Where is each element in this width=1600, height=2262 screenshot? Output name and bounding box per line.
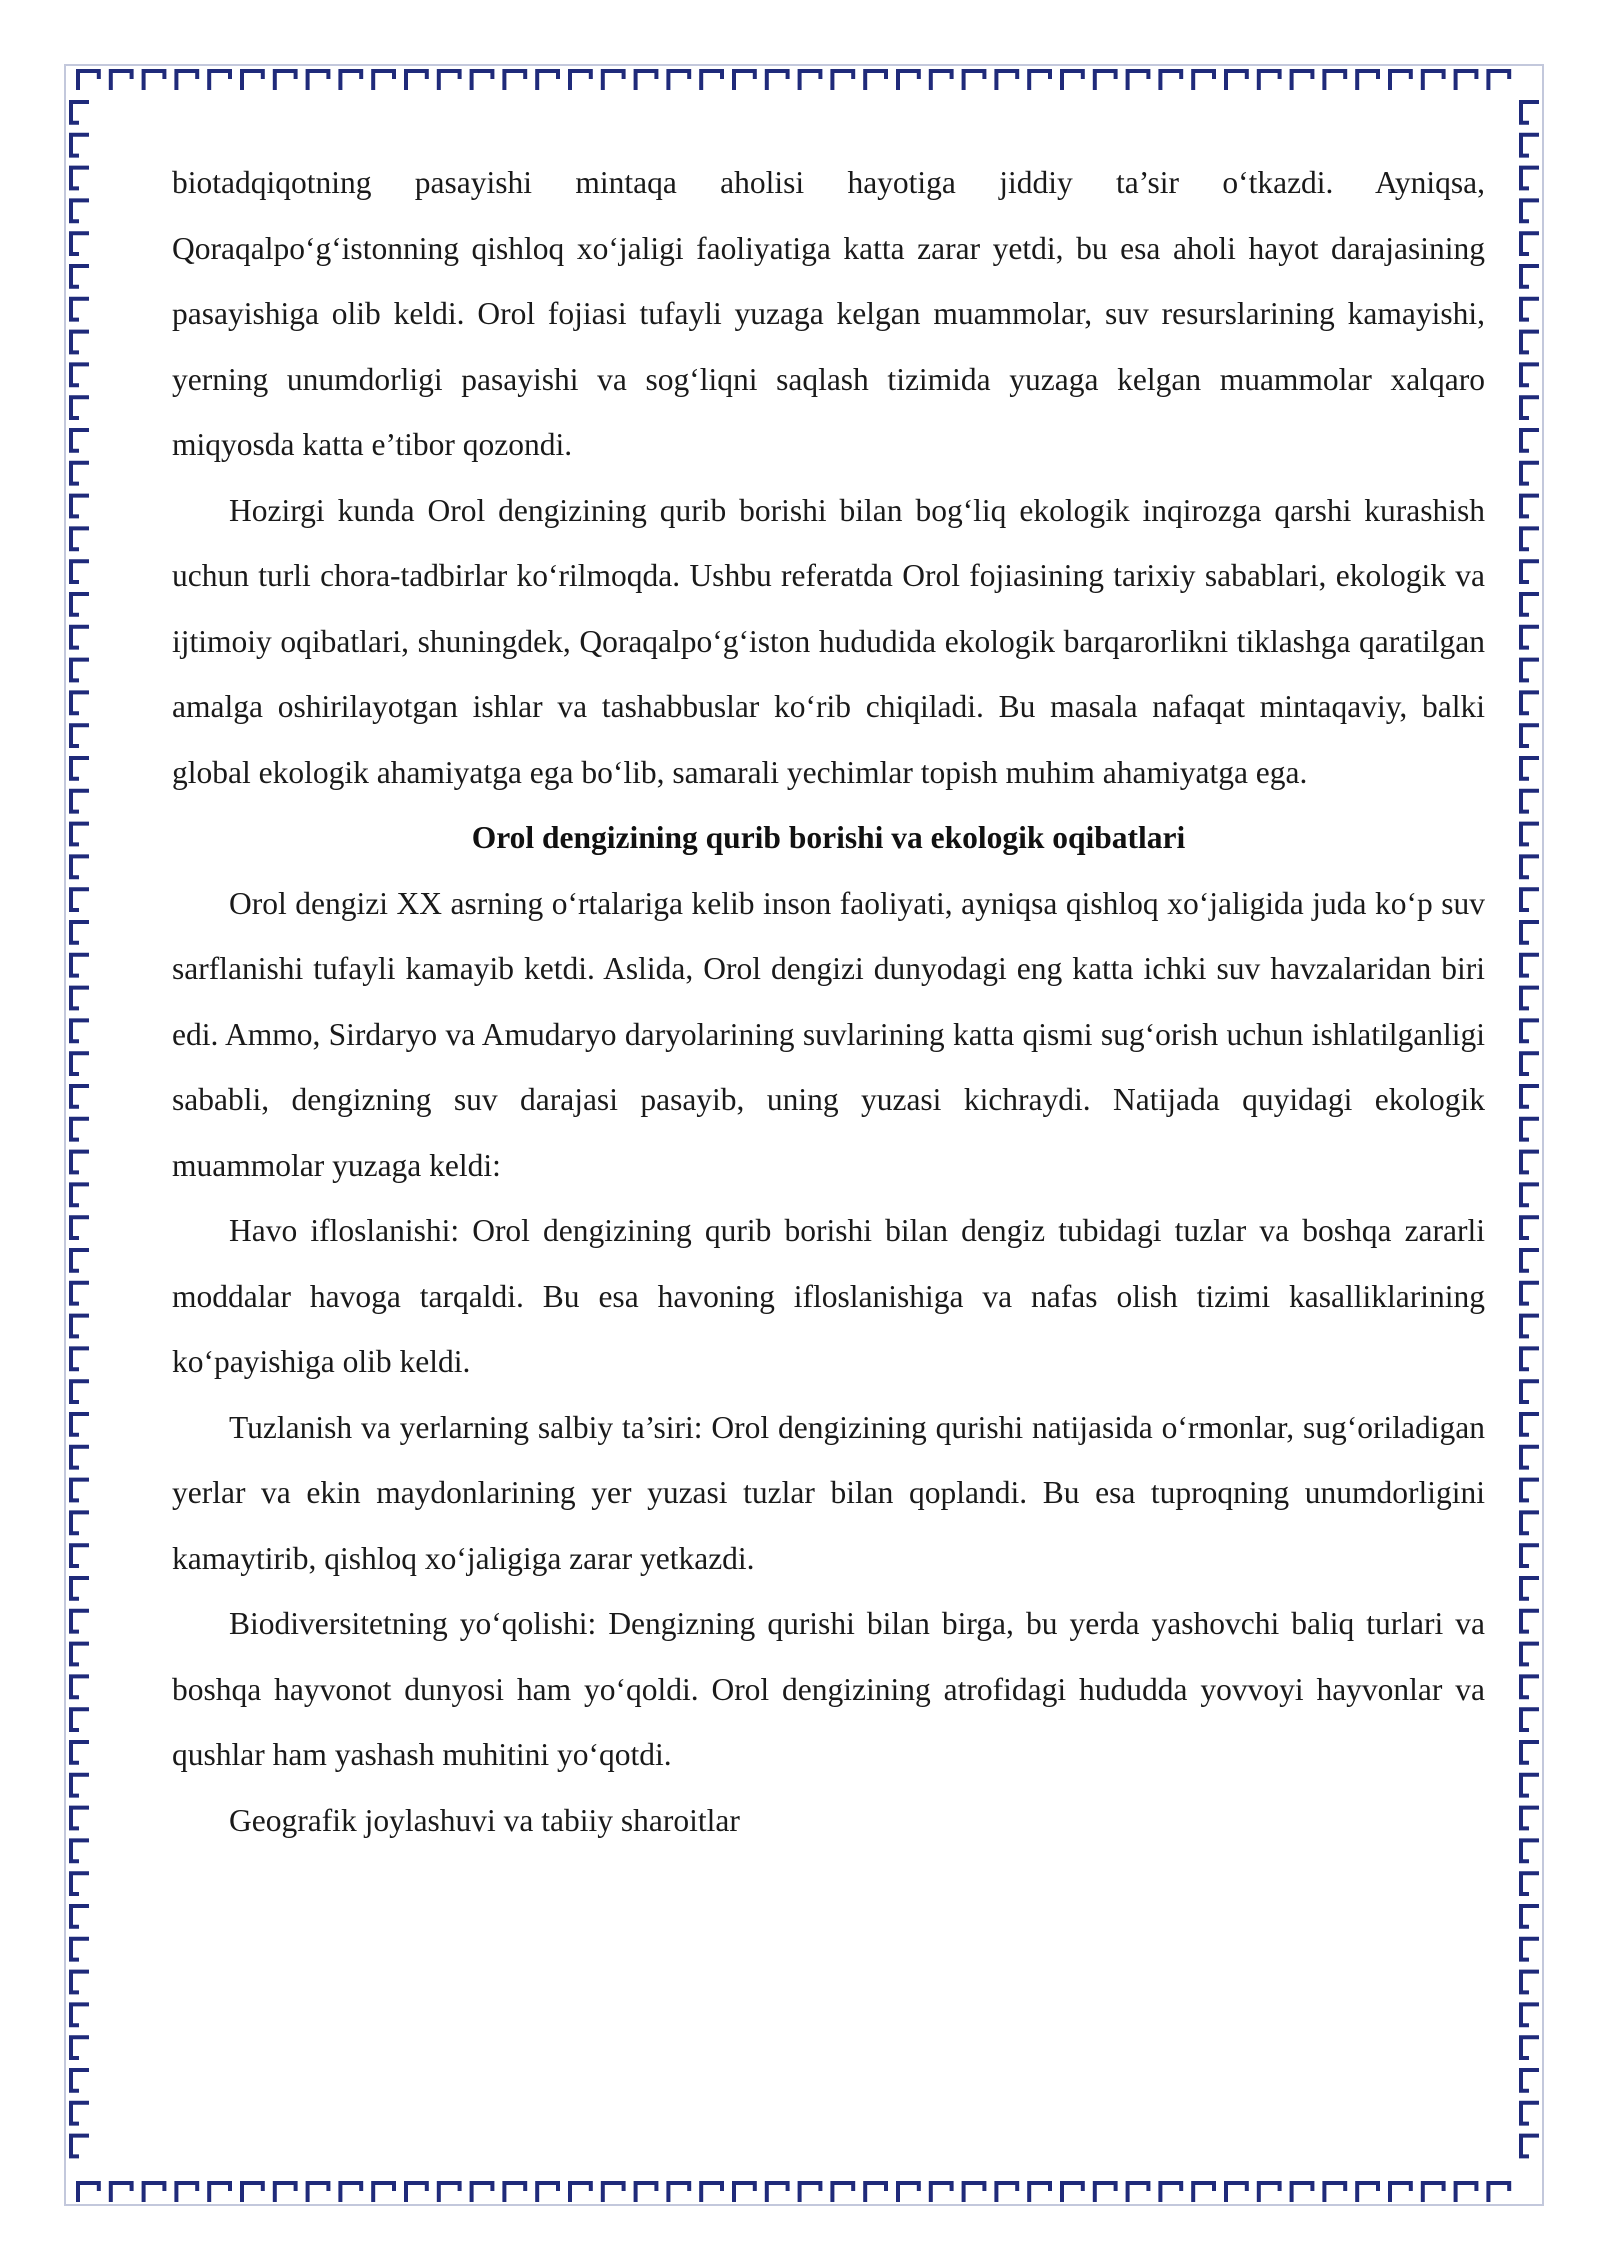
section-heading: Orol dengizining qurib borishi va ekologik oqibatlari [471, 820, 1186, 855]
paragraph: Havo ifloslanishi: Orol dengizining qurib borishi bilan dengiz tubidagi tuzlar va boshqa zararli moddalar havoga tarqaldi. Bu esa havoning ifloslanishiga va nafas olish tizimi kasalliklarining ko‘payishiga olib keldi. [172, 1213, 1485, 1379]
decorative-border-left [68, 92, 90, 2178]
paragraph: Tuzlanish va yerlarning salbiy ta’siri: Orol dengizining qurishi natijasida o‘rmonlar, sug‘oriladigan yerlar va ekin maydonlarining yer yuzasi tuzlar bilan qoplandi. Bu esa tuproqning unumdorligini kamaytirib, qishloq xo‘jaligiga zarar yetkazdi. [172, 1409, 1485, 1576]
decorative-border-top [66, 68, 1542, 90]
paragraph: Hozirgi kunda Orol dengizining qurib borishi bilan bog‘liq ekologik inqirozga qarshi kurashish uchun turli chora-tadbirlar ko‘rilmoqda. Ushbu referatda Orol fojiasining tarixiy sabablari, ekologik va ijtimoiy oqibatlari, shuningdek, Qoraqalpo‘g‘iston hududida ekologik barqarorlikni tiklashga qaratilgan amalga oshirilayotgan ishlar va tashabbuslar ko‘rib chiqiladi. Bu masala nafaqat mintaqaviy, balki global ekologik ahamiyatga ega bo‘lib, samarali yechimlar topish muhim ahamiyatga ega. [172, 492, 1485, 790]
decorative-border-right [1518, 92, 1540, 2178]
document-body [172, 150, 1485, 1853]
decorative-border-bottom [66, 2180, 1542, 2202]
paragraph: Geografik joylashuvi va tabiiy sharoitlar [229, 1802, 740, 1838]
paragraph: biotadqiqotning pasayishi mintaqa aholisi hayotiga jiddiy ta’sir o‘tkazdi. Ayniqsa, Qoraqalpo‘g‘istonning qishloq xo‘jaligi faoliyatiga katta zarar yetdi, bu esa aholi hayot darajasining pasayishiga olib keldi. Orol fojiasi tufayli yuzaga kelgan muammolar, suv resurslarining kamayishi, yerning unumdorligi pasayishi va sog‘liqni saqlash tizimida yuzaga kelgan muammolar xalqaro miqyosda katta e’tibor qozondi. [172, 165, 1485, 462]
paragraph: Biodiversitetning yo‘qolishi: Dengizning qurishi bilan birga, bu yerda yashovchi baliq turlari va boshqa hayvonot dunyosi ham yo‘qoldi. Orol dengizining atrofidagi hududda yovvoyi hayvonlar va qushlar ham yashash muhitini yo‘qotdi. [172, 1606, 1485, 1772]
paragraph: Orol dengizi XX asrning o‘rtalariga kelib inson faoliyati, ayniqsa qishloq xo‘jaligida juda ko‘p suv sarflanishi tufayli kamayib ketdi. Aslida, Orol dengizi dunyodagi eng katta ichki suv havzalaridan biri edi. Ammo, Sirdaryo va Amudaryo daryolarining suvlarining katta qismi sug‘orish uchun ishlatilganligi sababli, dengizning suv darajasi pasayib, uning yuzasi kichraydi. Natijada quyidagi ekologik muammolar yuzaga keldi: [172, 885, 1485, 1183]
